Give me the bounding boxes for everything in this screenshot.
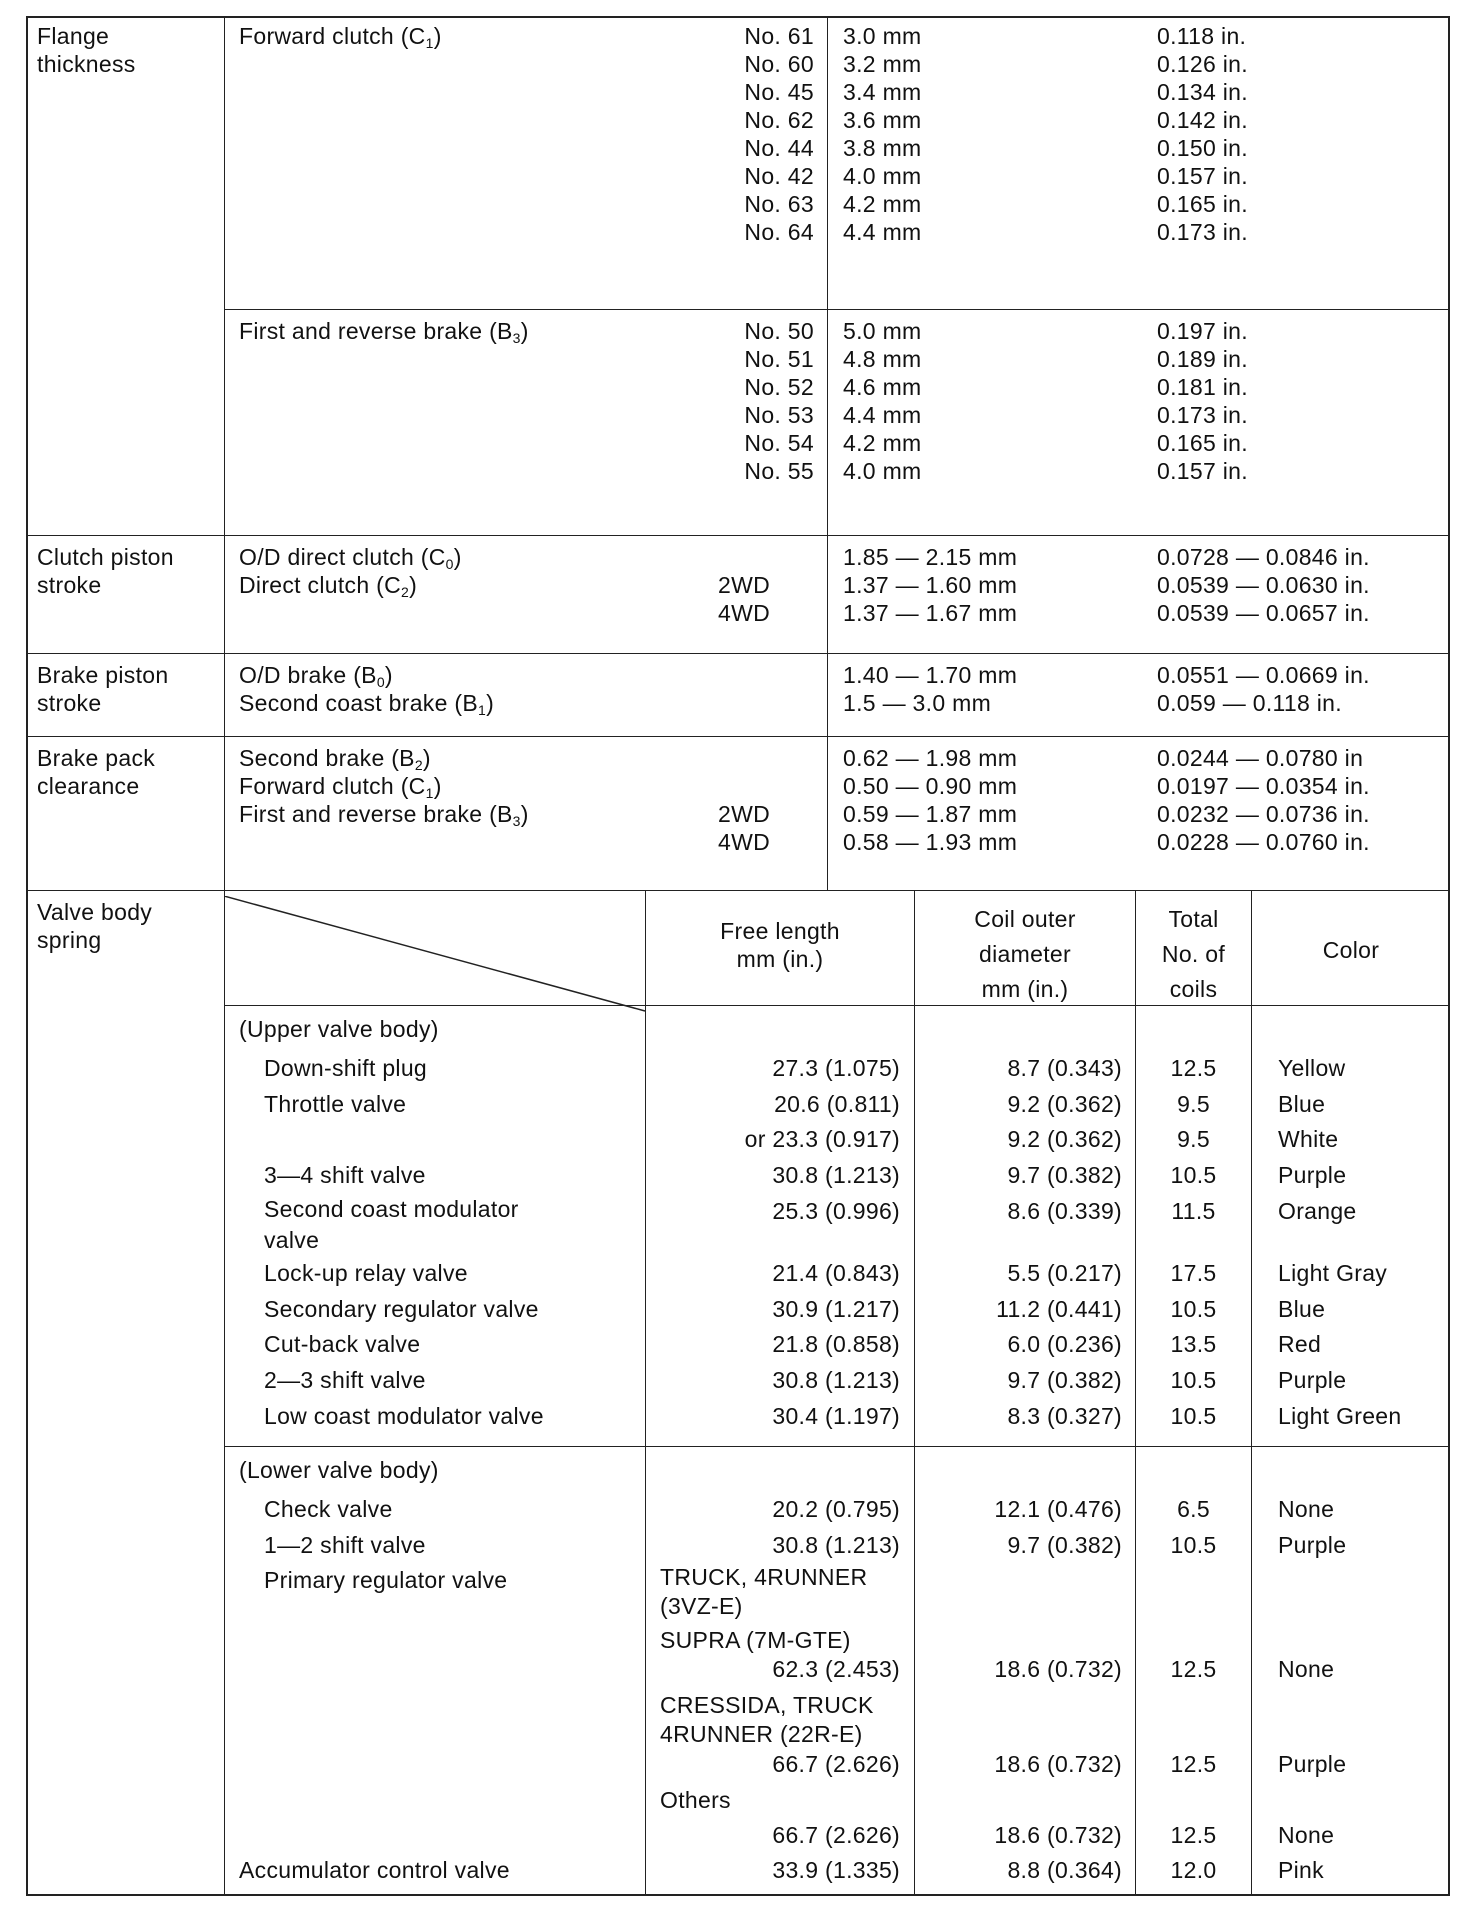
header-total-coils: Total No. of coils (1161, 906, 1226, 1002)
primary-v2-free: 66.7 (2.626) (772, 1751, 900, 1777)
clutch-stroke-names: O/D direct clutch $(C_0)$ Direct clutch $(C_2)$ (239, 544, 462, 600)
primary-v2-coil: 18.6 (0.732) (994, 1751, 1122, 1777)
flange-b3-in-col: 0.197 in. 0.189 in. 0.181 in. 0.173 in. 0.165 in. 0.157 in. (1157, 318, 1248, 484)
rule-color-col (1251, 890, 1252, 1896)
primary-v2-color: Purple (1278, 1751, 1347, 1777)
lower-valve-body-title: (Lower valve body) (239, 1457, 439, 1483)
clutch-stroke-label: Clutch piston stroke (37, 544, 174, 598)
primary-v3-free: 66.7 (2.626) (772, 1822, 900, 1848)
primary-v1-coils: 12.5 (1170, 1656, 1217, 1682)
upper-free-col: 27.3 (1.075) 20.6 (0.811) or 23.3 (0.917) 30.8 (1.213) 25.3 (0.996) 21.4 (0.843) 30.9 (1.217) 21.8 (0.858) 30.8 (1.213) 30.4 (1.197) (744, 1055, 900, 1429)
primary-v3-coils: 12.5 (1170, 1822, 1217, 1848)
pack-variants: 2WD 4WD (718, 801, 771, 855)
flange-label: Flange thickness (37, 23, 136, 77)
rule-brake-end (28, 736, 1450, 737)
clutch-stroke-in: 0.0728 — 0.0846 in. 0.0539 — 0.0630 in. 0.0539 — 0.0657 in. (1157, 544, 1370, 626)
primary-v1-free: 62.3 (2.453) (772, 1656, 900, 1682)
rule-c1-b3 (224, 309, 1450, 310)
rule-pack-end (28, 890, 1450, 891)
header-coil-diameter: Coil outer diameter mm (in.) (974, 906, 1076, 1002)
lower-coil-col: 12.1 (0.476) 9.7 (0.382) (994, 1496, 1122, 1558)
header-diagonal (224, 896, 646, 1012)
lower-coils-col: 6.5 10.5 (1170, 1496, 1217, 1558)
upper-valve-body-title: (Upper valve body) (239, 1016, 439, 1042)
brake-stroke-label: Brake piston stroke (37, 662, 169, 716)
accumulator-name: Accumulator control valve (239, 1857, 510, 1883)
pack-mm: 0.62 — 1.98 mm 0.50 — 0.90 mm 0.59 — 1.87 mm 0.58 — 1.93 mm (843, 745, 1018, 855)
brake-stroke-in: 0.0551 — 0.0669 in. 0.059 — 0.118 in. (1157, 662, 1370, 716)
pack-in: 0.0244 — 0.0780 in 0.0197 — 0.0354 in. 0.0232 — 0.0736 in. 0.0228 — 0.0760 in. (1157, 745, 1370, 855)
accumulator-color: Pink (1278, 1857, 1324, 1883)
upper-coil-col: 8.7 (0.343) 9.2 (0.362) 9.2 (0.362) 9.7 (0.382) 8.6 (0.339) 5.5 (0.217) 11.2 (0.441) 6.0 (0.236) 9.7 (0.382) 8.3 (0.327) (996, 1055, 1122, 1429)
accumulator-free: 33.9 (1.335) (772, 1857, 900, 1883)
primary-v1-models: TRUCK, 4RUNNER (3VZ-E) (660, 1564, 868, 1619)
header-color: Color (1322, 937, 1380, 963)
primary-v1-coil: 18.6 (0.732) (994, 1656, 1122, 1682)
flange-b3-mm-col: 5.0 mm 4.8 mm 4.6 mm 4.4 mm 4.2 mm 4.0 mm (843, 318, 922, 484)
flange-c1-mm-col: 3.0 mm 3.2 mm 3.4 mm 3.6 mm 3.8 mm 4.0 mm 4.2 mm 4.4 mm (843, 23, 922, 245)
flange-b3-no-col: No. 50 No. 51 No. 52 No. 53 No. 54 No. 55 (744, 318, 814, 484)
flange-c1-in-col: 0.118 in. 0.126 in. 0.134 in. 0.142 in. 0.150 in. 0.157 in. 0.165 in. 0.173 in. (1157, 23, 1248, 245)
primary-v2-coils: 12.5 (1170, 1751, 1217, 1777)
upper-names: Down-shift plug Throttle valve 3—4 shift valve Second coast modulator valve Lock-up relay valve Secondary regulator valve Cut-back valve 2—3 shift valve Low coast modulator valve (264, 1055, 544, 1429)
flange-c1-name: Forward clutch $(C_1)$ (239, 23, 442, 51)
primary-v1-model-supra: SUPRA (7M-GTE) (660, 1627, 851, 1653)
primary-v3-coil: 18.6 (0.732) (994, 1822, 1122, 1848)
accumulator-coil: 8.8 (0.364) (1007, 1857, 1122, 1883)
flange-c1-no-col: No. 61 No. 60 No. 45 No. 62 No. 44 No. 42 No. 63 No. 64 (744, 23, 814, 245)
lower-names: Check valve 1—2 shift valve Primary regulator valve (264, 1496, 508, 1594)
primary-v1-color: None (1278, 1656, 1335, 1682)
rule-clutch-end (28, 653, 1450, 654)
lower-free-col: 20.2 (0.795) 30.8 (1.213) (772, 1496, 900, 1558)
brake-stroke-names: O/D brake $(B_0)$ Second coast brake $(B_1)$ (239, 662, 495, 718)
clutch-stroke-mm: 1.85 — 2.15 mm 1.37 — 1.60 mm 1.37 — 1.67 mm (843, 544, 1018, 626)
rule-free-col (645, 890, 646, 1896)
upper-coils-col: 12.5 9.5 9.5 10.5 11.5 17.5 10.5 13.5 10.5 10.5 (1170, 1055, 1217, 1429)
lower-color-col: None Purple (1278, 1496, 1347, 1558)
spring-label: Valve body spring (37, 899, 153, 953)
accumulator-coils: 12.0 (1170, 1857, 1217, 1883)
primary-v2-models: CRESSIDA, TRUCK 4RUNNER (22R-E) (660, 1692, 874, 1747)
flange-b3-name: First and reverse brake $(B_3)$ (239, 318, 529, 346)
rule-coil-col (914, 890, 915, 1896)
rule-upper-end (224, 1446, 1450, 1447)
specification-table (26, 16, 1450, 1896)
upper-color-col: Yellow Blue White Purple Orange Light Gray Blue Red Purple Light Green (1278, 1055, 1402, 1429)
clutch-stroke-variants: 2WD 4WD (718, 572, 771, 626)
primary-v3-color: None (1278, 1822, 1335, 1848)
brake-stroke-mm: 1.40 — 1.70 mm 1.5 — 3.0 mm (843, 662, 1018, 716)
header-free-length: Free length mm (in.) (720, 918, 840, 972)
rule-flange-end (28, 535, 1450, 536)
pack-names: Second brake $(B_2)$ Forward clutch $(C_1)$ First and reverse brake $(B_3)$ (239, 745, 529, 829)
pack-label: Brake pack clearance (37, 745, 156, 799)
primary-v3-model: Others (660, 1787, 731, 1813)
rule-value-col (827, 18, 828, 890)
